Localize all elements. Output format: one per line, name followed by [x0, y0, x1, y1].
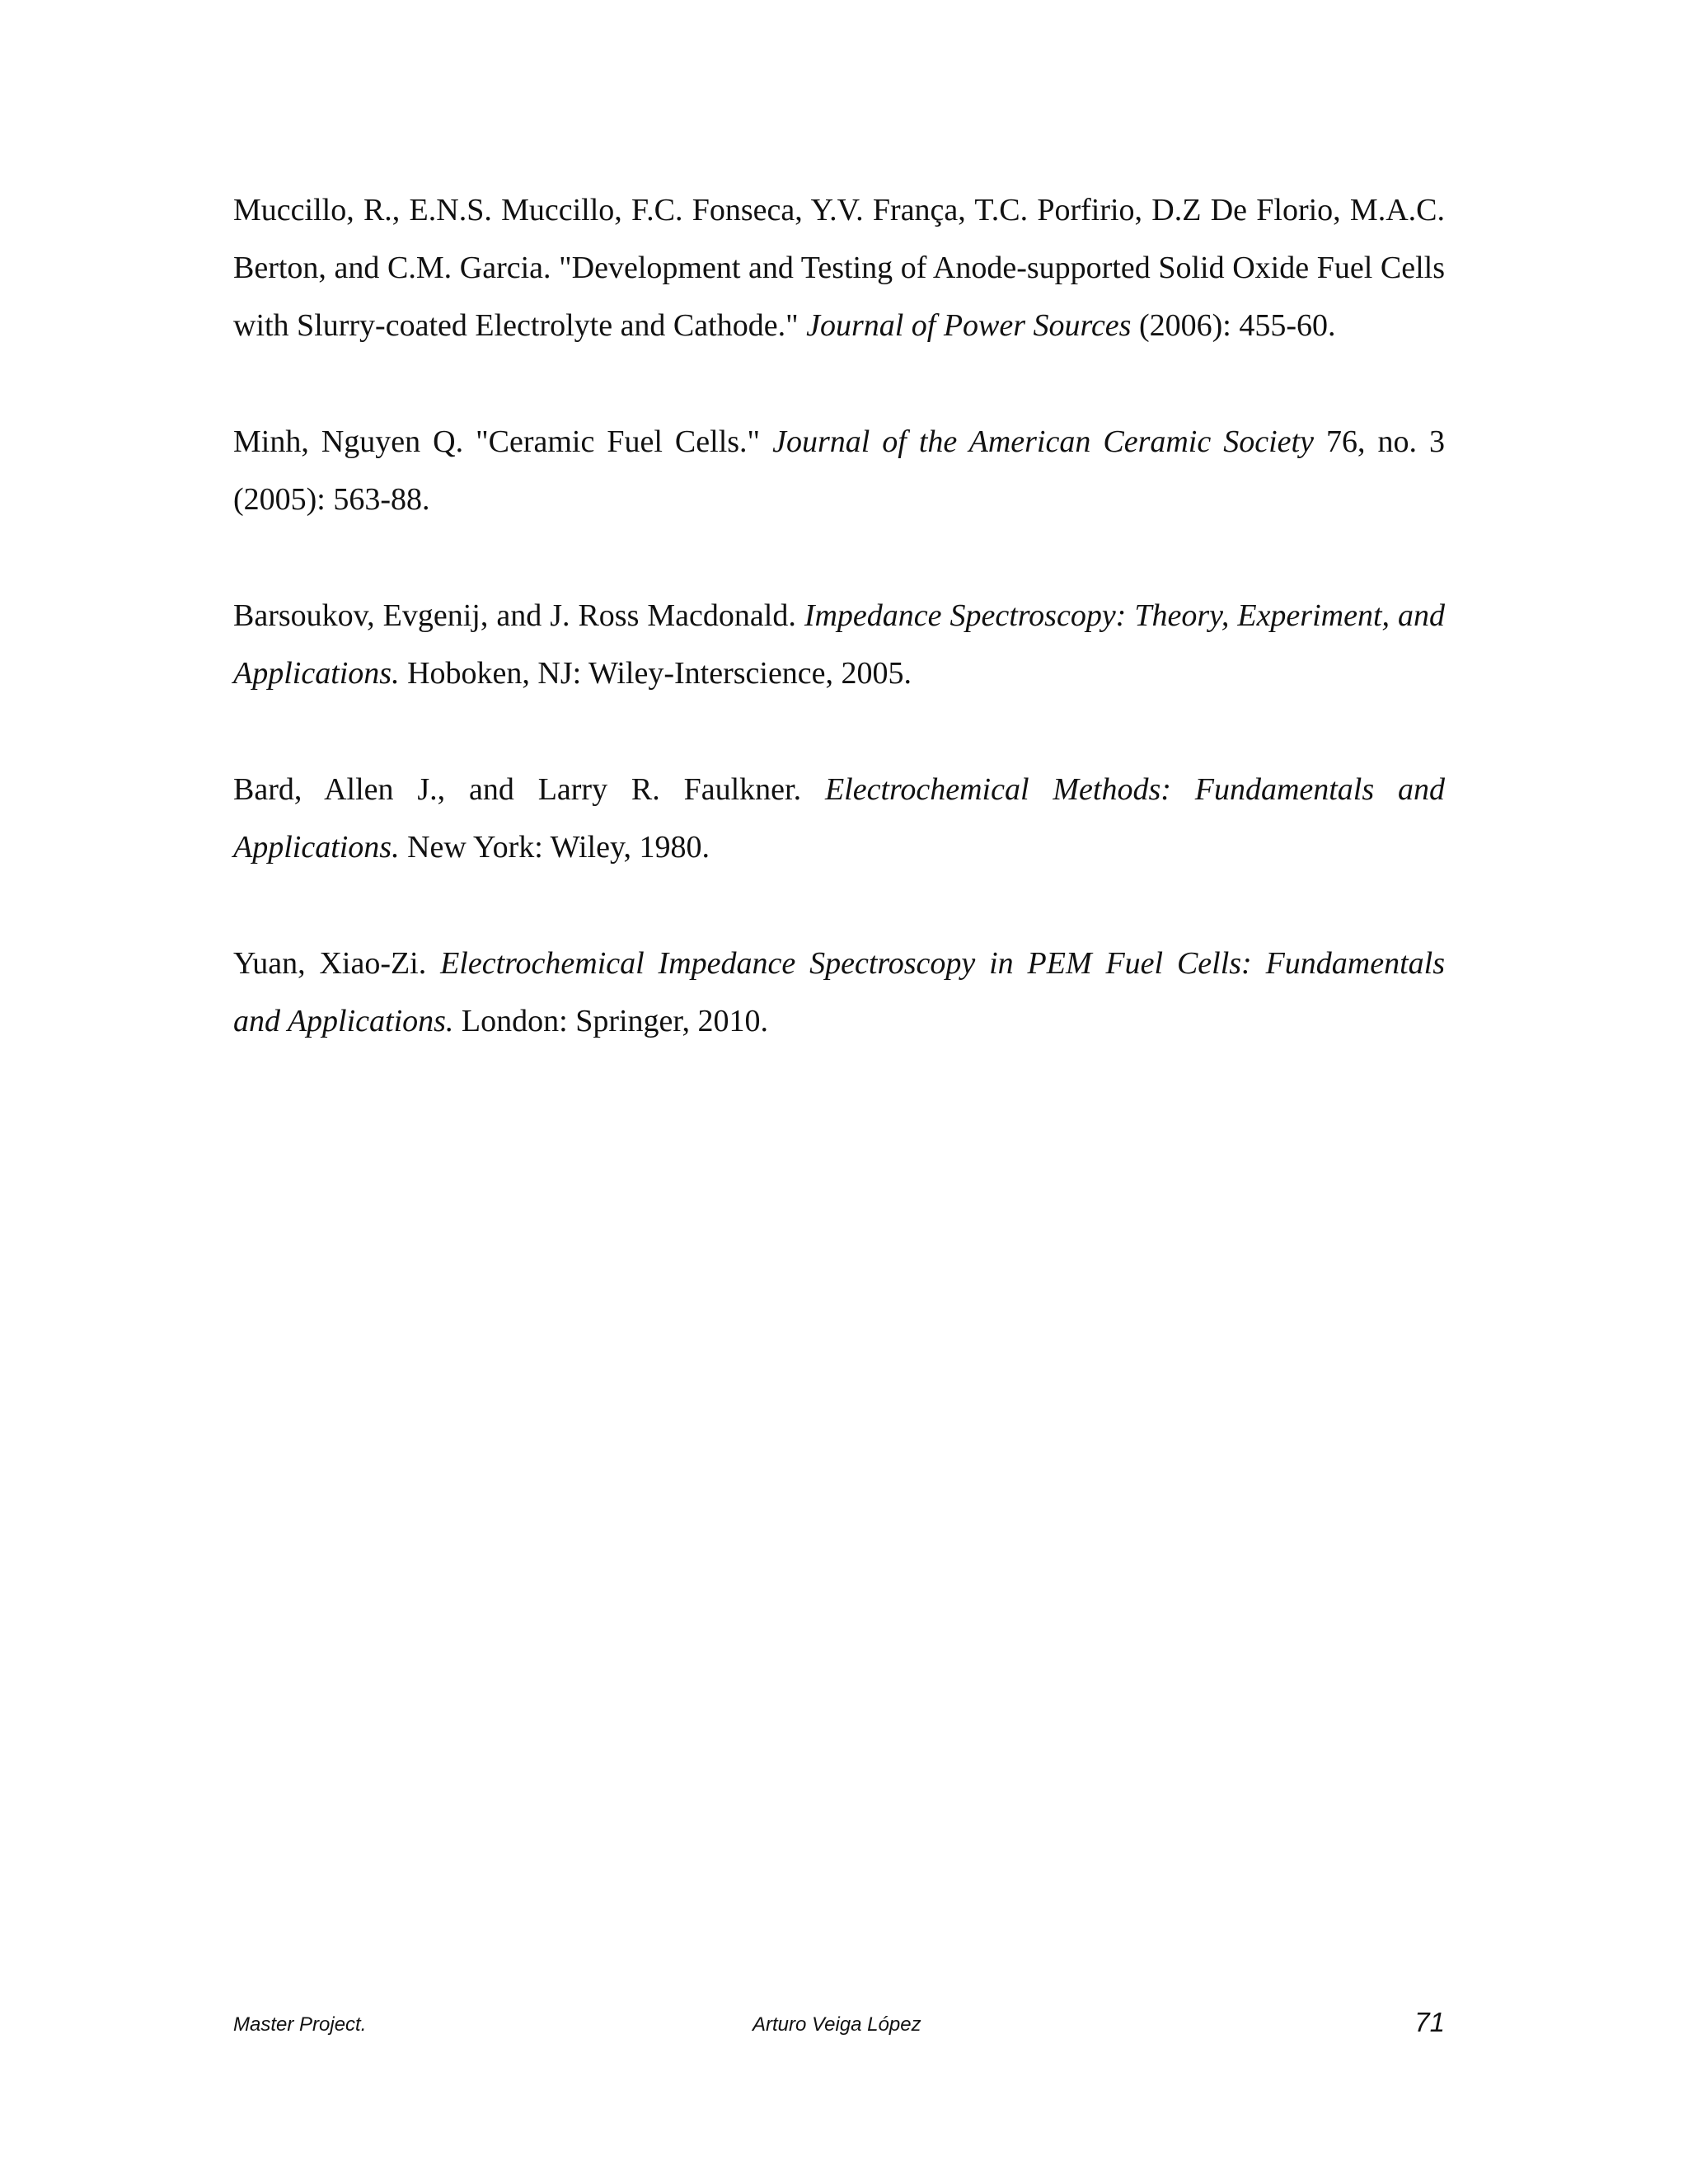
reference-source-title: Electrochemical Methods: Fundamentals and Applications. — [233, 772, 1445, 865]
reference-details: 76, no. 3 (2005): 563-88. — [233, 424, 1446, 517]
reference-source-title: Journal of Power Sources — [806, 308, 1132, 343]
reference-text: Muccillo, R., E.N.S. Muccillo, F.C. Fonseca, Y.V. França, T.C. Porfirio, D.Z De Florio, M.A.C. Berton, and C.M. Garcia. "Development and Testing of Anode-supported Solid Oxide Fuel Cells with Slurry-coated Electrolyte and Cathode." — [233, 193, 1445, 343]
reference-entry — [233, 935, 1445, 1050]
reference-text: Minh, Nguyen Q. "Ceramic Fuel Cells." — [233, 424, 773, 459]
reference-text: Barsoukov, Evgenij, and J. Ross Macdonald. — [233, 598, 804, 633]
page-footer — [233, 2007, 1445, 2048]
reference-details: London: Springer, 2010. — [453, 1004, 769, 1038]
reference-text: Yuan, Xiao-Zi. — [233, 946, 441, 981]
reference-entry — [233, 761, 1445, 876]
reference-details: Hoboken, NJ: Wiley-Interscience, 2005. — [399, 656, 912, 691]
reference-details: (2006): 455-60. — [1131, 308, 1336, 343]
page-number: 71 — [1414, 2007, 1445, 2037]
reference-source-title: Impedance Spectroscopy: Theory, Experiment, and Applications. — [233, 598, 1445, 691]
reference-details: New York: Wiley, 1980. — [399, 830, 710, 865]
reference-source-title: Electrochemical Impedance Spectroscopy in PEM Fuel Cells: Fundamentals and Applications. — [233, 946, 1445, 1038]
reference-entry — [233, 181, 1445, 354]
reference-entry — [233, 587, 1445, 702]
footer-author: Arturo Veiga López — [753, 2013, 921, 2036]
footer-project-label: Master Project. — [233, 2013, 367, 2036]
reference-list — [233, 181, 1445, 1108]
reference-entry — [233, 413, 1445, 528]
reference-source-title: Journal of the American Ceramic Society — [772, 424, 1314, 459]
reference-text: Bard, Allen J., and Larry R. Faulkner. — [233, 772, 825, 807]
